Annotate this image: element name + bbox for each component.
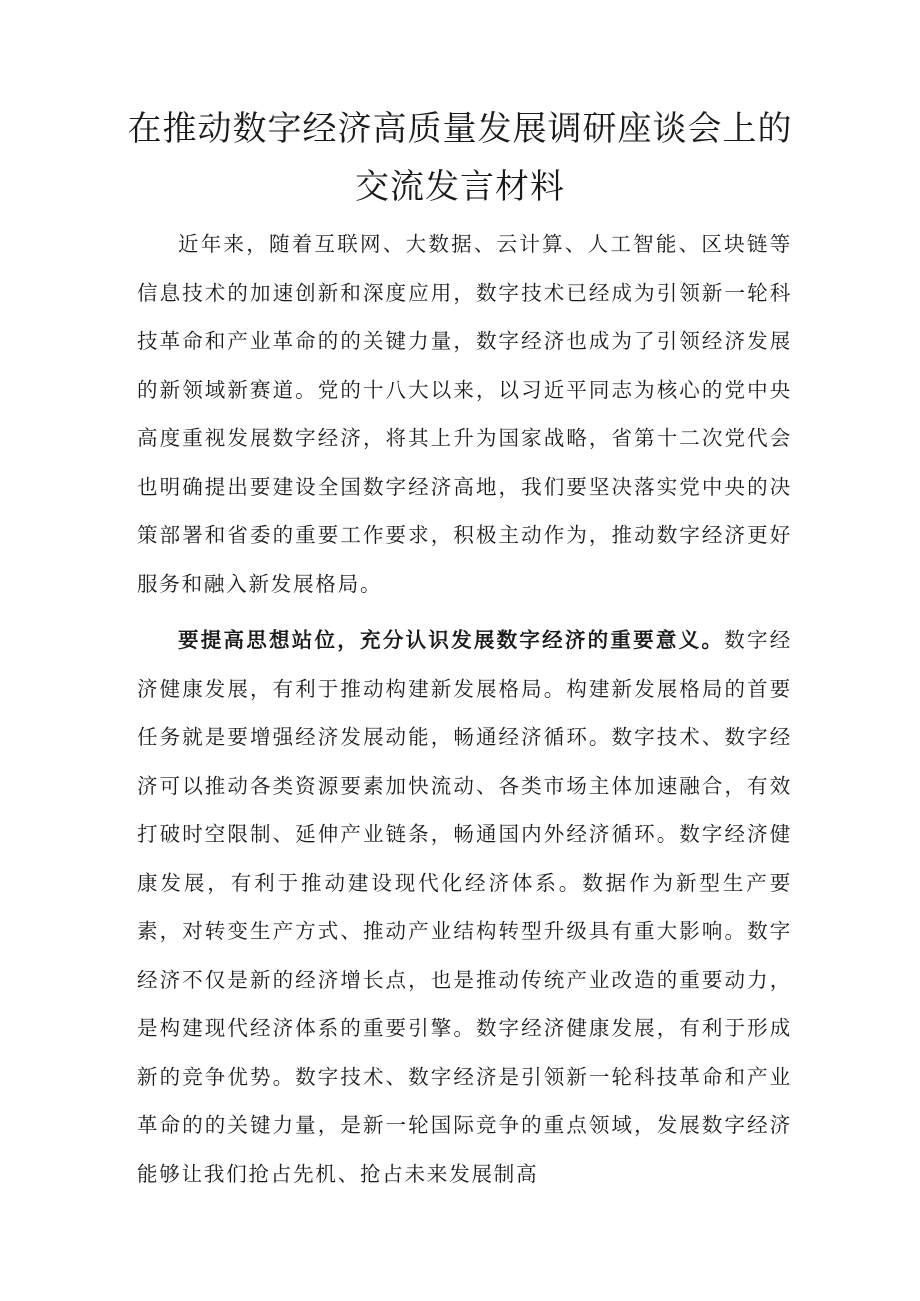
document-body	[137, 220, 792, 1198]
paragraph-intro	[137, 220, 792, 608]
paragraph-lead-heading: 要提高思想站位，充分认识发展数字经济的重要意义。	[178, 628, 725, 652]
paragraph-text: 数字经济健康发展，有利于推动构建新发展格局。构建新发展格局的首要任务就是要增强经济发展动能，畅通经济循环。数字技术、数字经济可以推动各类资源要素加快流动、各类市场主体加速融合，有效打破时空限制、延伸产业链条，畅通国内外经济循环。数字经济健康发展，有利于推动建设现代化经济体系。数据作为新型生产要素，对转变生产方式、推动产业结构转型升级具有重大影响。数字经济不仅是新的经济增长点，也是推动传统产业改造的重要动力，是构建现代经济体系的重要引擎。数字经济健康发展，有利于形成新的竞争优势。数字技术、数字经济是引领新一轮科技革命和产业革命的的关键力量，是新一轮国际竞争的重点领域，发展数字经济能够让我们抢占先机、抢占未来发展制高	[137, 628, 793, 1186]
document-title: 在推动数字经济高质量发展调研座谈会上的交流发言材料	[127, 109, 793, 207]
paragraph-significance	[137, 616, 792, 1198]
paragraph-text: 近年来，随着互联网、大数据、云计算、人工智能、区块链等信息技术的加速创新和深度应用，数字技术已经成为引领新一轮科技革命和产业革命的的关键力量，数字经济也成为了引领经济发展的新领域新赛道。党的十八大以来，以习近平同志为核心的党中央高度重视发展数字经济，将其上升为国家战略，省第十二次党代会也明确提出要建设全国数字经济高地，我们要坚决落实党中央的决策部署和省委的重要工作要求，积极主动作为，推动数字经济更好服务和融入新发展格局。	[137, 232, 792, 596]
